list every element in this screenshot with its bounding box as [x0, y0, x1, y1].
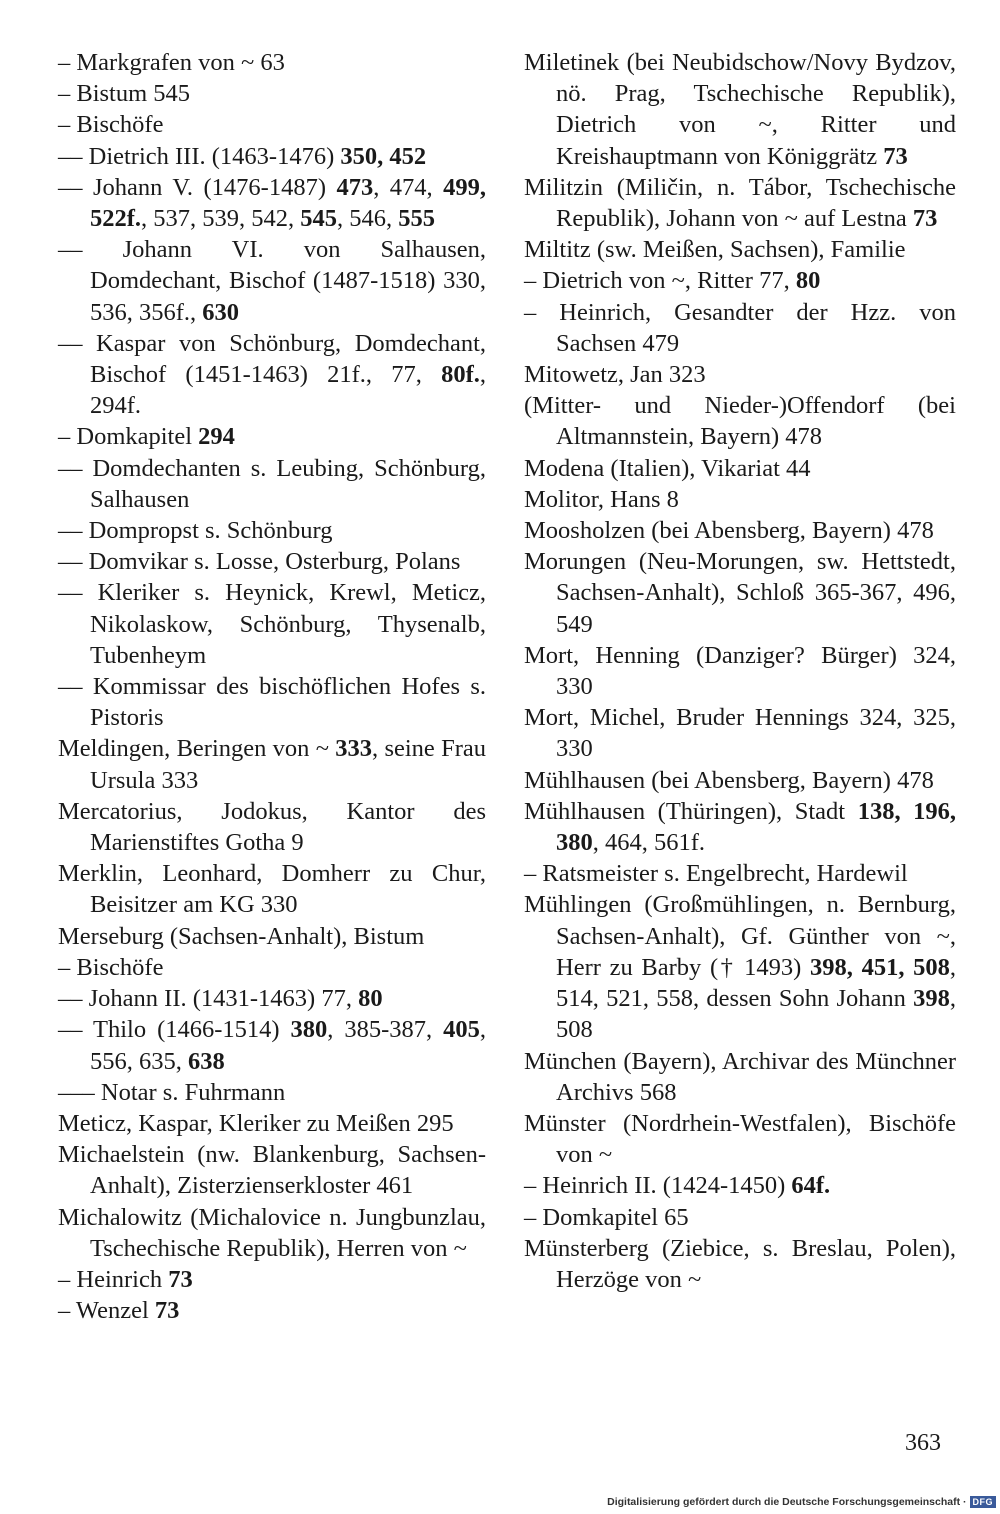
index-entry: [58, 234, 486, 328]
entry-text: – Domkapitel 65: [524, 1203, 689, 1231]
entry-text: Morungen (Neu-Morungen, sw. Hettstedt, Sachsen-Anhalt), Schloß 365-367, 496, 549: [524, 548, 956, 638]
entry-text: –– Dietrich III. (1463-1476): [58, 142, 341, 170]
index-entry: [524, 297, 956, 359]
entry-text: – Dietrich von ~, Ritter 77,: [524, 267, 796, 295]
index-entry: [524, 1046, 956, 1108]
index-entry: [524, 796, 956, 858]
entry-text: –– Domdechanten s. Leubing, Schönburg, Salhausen: [58, 454, 486, 513]
entry-text: Militzin (Miličin, n. Tábor, Tschechische Republik), Johann von ~ auf Lestna: [524, 173, 956, 233]
entry-text: Mercatorius, Jodokus, Kantor des Marienstiftes Gotha 9: [58, 797, 486, 857]
entry-bold-ref: 73: [883, 142, 908, 170]
dfg-logo: DFG: [970, 1496, 997, 1508]
entry-bold-ref: 545: [300, 205, 338, 233]
index-entry: [524, 172, 956, 234]
index-entry: [58, 1202, 486, 1264]
index-entry: [524, 484, 956, 515]
entry-bold-ref: 405: [443, 1016, 480, 1044]
index-entry: [524, 1170, 956, 1201]
index-entry: [524, 765, 956, 796]
entry-text: – Wenzel: [58, 1297, 155, 1325]
entry-bold-ref: 398: [913, 985, 950, 1013]
entry-text: , 556, 635,: [90, 1016, 486, 1075]
entry-bold-ref: 380: [290, 1016, 328, 1044]
entry-bold-ref: 73: [154, 1297, 180, 1325]
entry-text: –– Kommissar des bischöflichen Hofes s. Pistoris: [58, 673, 486, 732]
entry-bold-ref: 80: [358, 985, 383, 1013]
entry-bold-ref: 630: [202, 298, 240, 326]
entry-bold-ref: 80f.: [441, 361, 480, 389]
entry-bold-ref: 350, 452: [340, 142, 427, 170]
index-entry: [58, 47, 486, 78]
footer-credit: [607, 1496, 996, 1508]
entry-bold-ref: 473: [336, 173, 374, 201]
entry-text: Modena (Italien), Vikariat 44: [524, 454, 811, 482]
index-entry: [58, 858, 486, 920]
index-entry: [58, 172, 486, 234]
entry-text: , 464, 561f.: [592, 829, 706, 857]
index-entry: [524, 234, 956, 265]
entry-bold-ref: 333: [335, 735, 373, 763]
index-entry: [524, 1202, 956, 1233]
entry-text: Mort, Henning (Danziger? Bürger) 324, 330: [524, 641, 956, 701]
index-entry: [524, 47, 956, 172]
index-entry: [524, 1233, 956, 1295]
entry-text: – Heinrich, Gesandter der Hzz. von Sachsen 479: [524, 298, 956, 357]
entry-text: ––– Notar s. Fuhrmann: [58, 1078, 286, 1106]
entry-text: , 294f.: [90, 361, 486, 420]
entry-bold-ref: 64f.: [791, 1172, 831, 1200]
entry-text: Mitowetz, Jan 323: [524, 361, 706, 389]
entry-text: , 508: [556, 985, 956, 1044]
entry-text: – Ratsmeister s. Engelbrecht, Hardewil: [524, 860, 908, 888]
entry-bold-ref: 294: [198, 423, 235, 451]
index-entry: [524, 702, 956, 764]
index-entry: [58, 1264, 486, 1295]
index-entry: [58, 141, 486, 172]
index-entry: [58, 515, 486, 546]
entry-text: Münsterberg (Ziebice, s. Breslau, Polen), Herzöge von ~: [524, 1234, 956, 1293]
entry-bold-ref: 638: [188, 1047, 225, 1075]
entry-text: (Mitter- und Nieder-)Offendorf (bei Altmannstein, Bayern) 478: [524, 392, 956, 451]
entry-text: , 514, 521, 558, dessen Sohn Johann: [556, 953, 957, 1013]
index-entry: [58, 952, 486, 983]
entry-text: –– Kleriker s. Heynick, Krewl, Meticz, Nikolaskow, Schönburg, Thysenalb, Tubenheym: [58, 579, 486, 669]
entry-bold-ref: 499, 522f.: [90, 173, 486, 233]
index-entry: [58, 921, 486, 952]
index-entry: [58, 671, 486, 733]
entry-bold-ref: 555: [398, 205, 436, 233]
entry-text: Münster (Nordrhein-Westfalen), Bischöfe von ~: [524, 1109, 956, 1169]
entry-text: –– Thilo (1466-1514): [58, 1016, 291, 1044]
entry-text: , 537, 539, 542,: [141, 205, 301, 233]
index-entry: [524, 390, 956, 452]
entry-text: Molitor, Hans 8: [524, 485, 679, 513]
entry-text: Merseburg (Sachsen-Anhalt), Bistum: [58, 922, 425, 950]
entry-text: , 474,: [373, 173, 444, 201]
entry-text: –– Domvikar s. Losse, Osterburg, Polans: [58, 548, 461, 576]
entry-text: – Bischöfe: [58, 111, 164, 139]
entry-text: München (Bayern), Archivar des Münchner Archivs 568: [524, 1047, 956, 1106]
entry-text: –– Kaspar von Schönburg, Domdechant, Bischof (1451-1463) 21f., 77,: [58, 329, 486, 389]
index-entry: [58, 796, 486, 858]
index-entry: [58, 328, 486, 422]
entry-text: Meldingen, Beringen von ~: [58, 735, 336, 763]
entry-text: –– Dompropst s. Schönburg: [58, 517, 333, 545]
index-entry: [524, 453, 956, 484]
index-entry: [58, 421, 486, 452]
entry-text: Miletinek (bei Neubidschow/Novy Bydzov, nö. Prag, Tschechische Republik), Dietrich von ~, Ritter und Kreishauptmann von Königgrätz: [524, 49, 956, 170]
footer-text: Digitalisierung gefördert durch die Deutsche Forschungsgemeinschaft ·: [607, 1496, 967, 1508]
index-entry: [524, 515, 956, 546]
index-entry: [58, 78, 486, 109]
entry-text: Meticz, Kaspar, Kleriker zu Meißen 295: [58, 1109, 454, 1137]
entry-text: , 385-387,: [327, 1016, 444, 1044]
entry-text: Moosholzen (bei Abensberg, Bayern) 478: [524, 517, 934, 545]
entry-text: Mühlhausen (bei Abensberg, Bayern) 478: [524, 766, 934, 794]
index-entry: [524, 359, 956, 390]
entry-text: – Bischöfe: [58, 953, 164, 981]
index-entry: [58, 1014, 486, 1076]
entry-text: , seine Frau Ursula 333: [90, 735, 486, 794]
entry-text: – Heinrich: [58, 1265, 169, 1293]
index-entry: [58, 1077, 486, 1108]
index-entry: [58, 577, 486, 671]
index-entry: [524, 640, 956, 702]
index-entry: [58, 1108, 486, 1139]
entry-text: – Domkapitel: [58, 423, 199, 451]
entry-text: Michalowitz (Michalovice n. Jungbunzlau, Tschechische Republik), Herren von ~: [58, 1203, 486, 1262]
entry-text: – Heinrich II. (1424-1450): [524, 1172, 792, 1200]
entry-bold-ref: 73: [168, 1265, 193, 1293]
index-entry: [524, 265, 956, 296]
entry-bold-ref: 73: [912, 205, 938, 233]
entry-text: –– Johann II. (1431-1463) 77,: [58, 985, 359, 1013]
index-column-right: [524, 47, 956, 1295]
index-entry: [58, 453, 486, 515]
entry-bold-ref: 80: [795, 267, 821, 295]
index-entry: [524, 858, 956, 889]
index-entry: [58, 1295, 486, 1326]
index-entry: [58, 733, 486, 795]
index-entry: [58, 983, 486, 1014]
entry-text: Mort, Michel, Bruder Hennings 324, 325, 330: [524, 704, 956, 763]
entry-bold-ref: 398, 451, 508: [810, 953, 950, 981]
index-entry: [58, 1139, 486, 1201]
index-entry: [524, 889, 956, 1045]
page-number: 363: [905, 1430, 941, 1456]
entry-text: , 546,: [337, 205, 399, 233]
index-entry: [58, 109, 486, 140]
entry-text: –– Johann V. (1476-1487): [58, 173, 337, 201]
entry-text: – Bistum 545: [58, 80, 191, 108]
entry-text: Mühlingen (Großmühlingen, n. Bernburg, Sachsen-Anhalt), Gf. Günther von ~, Herr zu Barby († 1493): [524, 891, 956, 981]
entry-text: Miltitz (sw. Meißen, Sachsen), Familie: [524, 236, 906, 264]
entry-bold-ref: 138, 196, 380: [556, 797, 956, 857]
index-entry: [58, 546, 486, 577]
entry-text: Michaelstein (nw. Blankenburg, Sachsen-Anhalt), Zisterzienserkloster 461: [58, 1141, 486, 1200]
index-entry: [524, 1108, 956, 1170]
entry-text: Merklin, Leonhard, Domherr zu Chur, Beisitzer am KG 330: [58, 860, 486, 919]
entry-text: –– Johann VI. von Salhausen, Domdechant, Bischof (1487-1518) 330, 536, 356f.,: [58, 236, 486, 326]
entry-text: – Markgrafen von ~ 63: [58, 49, 285, 76]
index-entry: [524, 546, 956, 640]
index-column-left: [58, 47, 486, 1326]
entry-text: Mühlhausen (Thüringen), Stadt: [524, 797, 858, 825]
